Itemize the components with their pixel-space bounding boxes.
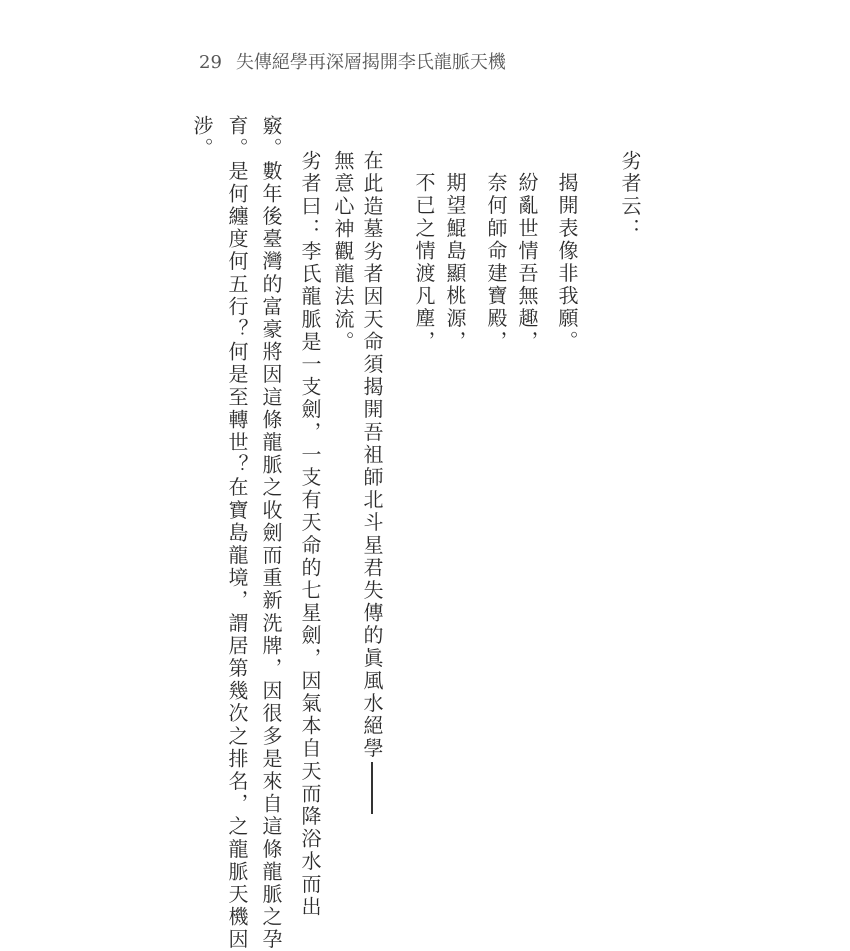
paragraph1-line1-text: 在此造墓劣者因天命須揭開吾祖師北斗星君失傳的眞風水絕學 <box>360 150 384 761</box>
poem-line-3: 奈何師命建寶殿， <box>484 172 508 353</box>
paragraph2-line1: 劣者曰：李氏龍脈是一支劍，一支有天命的七星劍，因氣本自天而降浴水而出 <box>298 150 322 919</box>
page-number: 29 <box>199 52 222 73</box>
running-header <box>199 48 506 74</box>
poem-line-5: 不已之情渡凡塵， <box>412 172 436 353</box>
em-dash <box>371 762 373 814</box>
paragraph2-line2: 竅。數年後臺灣的富豪將因這條龍脈之收劍而重新洗牌，因很多是來自這條龍脈之孕 <box>259 115 283 951</box>
poem-line-4: 期望鯤島顯桃源， <box>443 172 467 353</box>
paragraph2-line4: 涉。 <box>190 115 214 161</box>
paragraph1-line1 <box>360 150 384 814</box>
paragraph1-line2: 無意心神觀龍法流。 <box>331 150 355 354</box>
poem-line-2: 紛亂世情吾無趣， <box>515 172 539 353</box>
running-title: 失傳絕學再深層揭開李氏龍脈天機 <box>235 52 506 73</box>
paragraph2-line3: 育。是何纏度何五行？何是至轉世？在寶島龍境，謂居第幾次之排名，之龍脈天機因 <box>225 115 249 951</box>
poem-line-1: 揭開表像非我願。 <box>555 172 579 353</box>
intro-speaker: 劣者云： <box>618 150 642 241</box>
